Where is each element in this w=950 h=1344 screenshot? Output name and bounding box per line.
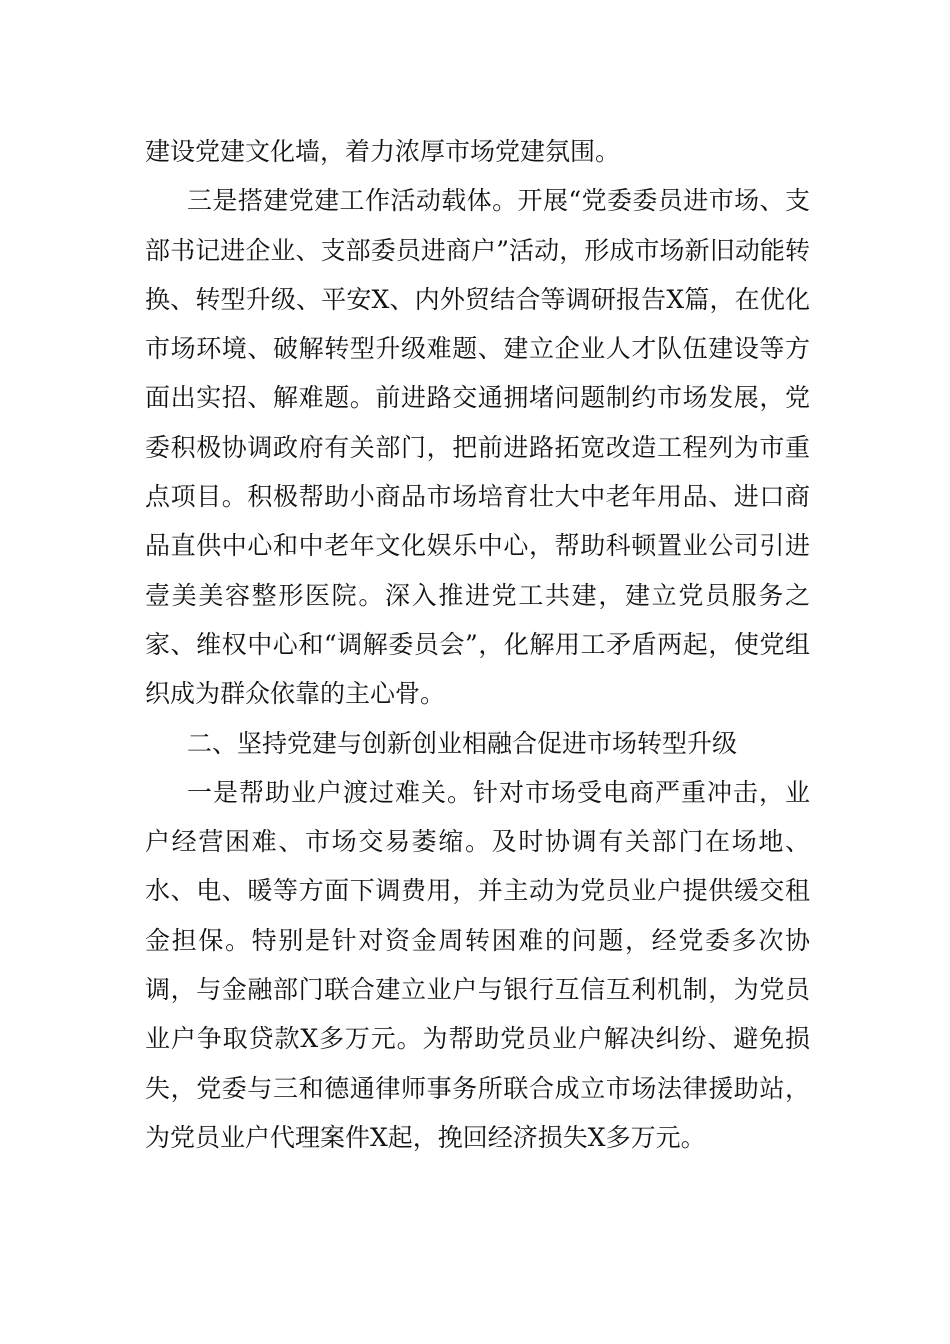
section-heading-innovation: 二、坚持党建与创新创业相融合促进市场转型升级 [187,728,738,758]
document-body [145,127,810,1162]
paragraph-help-merchants: 一是帮助业户渡过难关。针对市场受电商严重冲击，业户经营困难、市场交易萎缩。及时协调有关部门在场地、水、电、暖等方面下调费用，并主动为党员业户提供缓交租金担保。特别是针对资金周转困难的问题，经党委多次协调，与金融部门联合建立业户与银行互信互利机制，为党员业户争取贷款X多万元。为帮助党员业户解决纠纷、避免损失，党委与三和德通律师事务所联合成立市场法律援助站，为党员业户代理案件X起，挽回经济损失X多万元。 [145,777,810,1152]
paragraph-continuation: 建设党建文化墙，着力浓厚市场党建氛围。 [145,137,621,166]
paragraph-activity-carrier: 三是搭建党建工作活动载体。开展“党委委员进市场、支部书记进企业、支部委员进商户”活动，形成市场新旧动能转换、转型升级、平安X、内外贸结合等调研报告X篇，在优化市场环境、破解转型升级难题、建立企业人才队伍建设等方面出实招、解难题。前进路交通拥堵问题制约市场发展，党委积极协调政府有关部门，把前进路拓宽改造工程列为市重点项目。积极帮助小商品市场培育壮大中老年用品、进口商品直供中心和中老年文化娱乐中心，帮助科顿置业公司引进壹美美容整形医院。深入推进党工共建，建立党员服务之家、维权中心和“调解委员会”，化解用工矛盾两起，使党组织成为群众依靠的主心骨。 [145,186,810,709]
